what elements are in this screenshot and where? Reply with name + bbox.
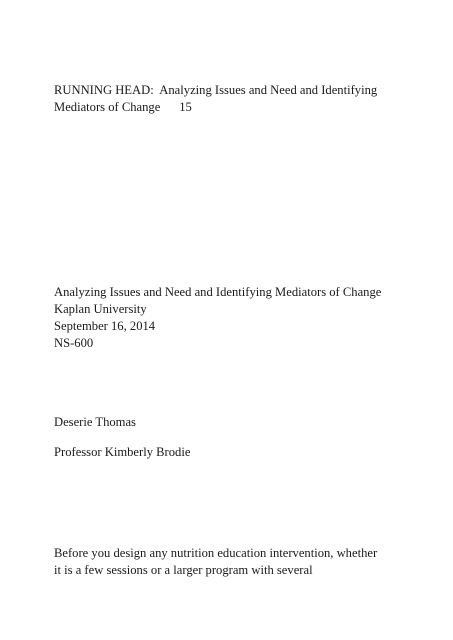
course-code: NS-600 <box>54 336 94 350</box>
title-block <box>54 284 434 352</box>
institution: Kaplan University <box>54 302 147 316</box>
document-date: September 16, 2014 <box>54 319 156 333</box>
body-line-2: it is a few sessions or a larger program with several <box>54 563 313 577</box>
author-name <box>54 414 434 431</box>
author-name-text: Deserie Thomas <box>54 415 136 429</box>
professor-name <box>54 444 434 461</box>
document-title: Analyzing Issues and Need and Identifying Mediators of Change <box>54 285 382 299</box>
body-paragraph <box>54 545 434 579</box>
professor-name-text: Professor Kimberly Brodie <box>54 445 191 459</box>
running-head-line-1: RUNNING HEAD: Analyzing Issues and Need and Identifying <box>54 83 378 97</box>
running-head-line-2: Mediators of Change 15 <box>54 100 192 114</box>
body-line-1: Before you design any nutrition education intervention, whether <box>54 546 378 560</box>
running-head <box>54 82 434 116</box>
